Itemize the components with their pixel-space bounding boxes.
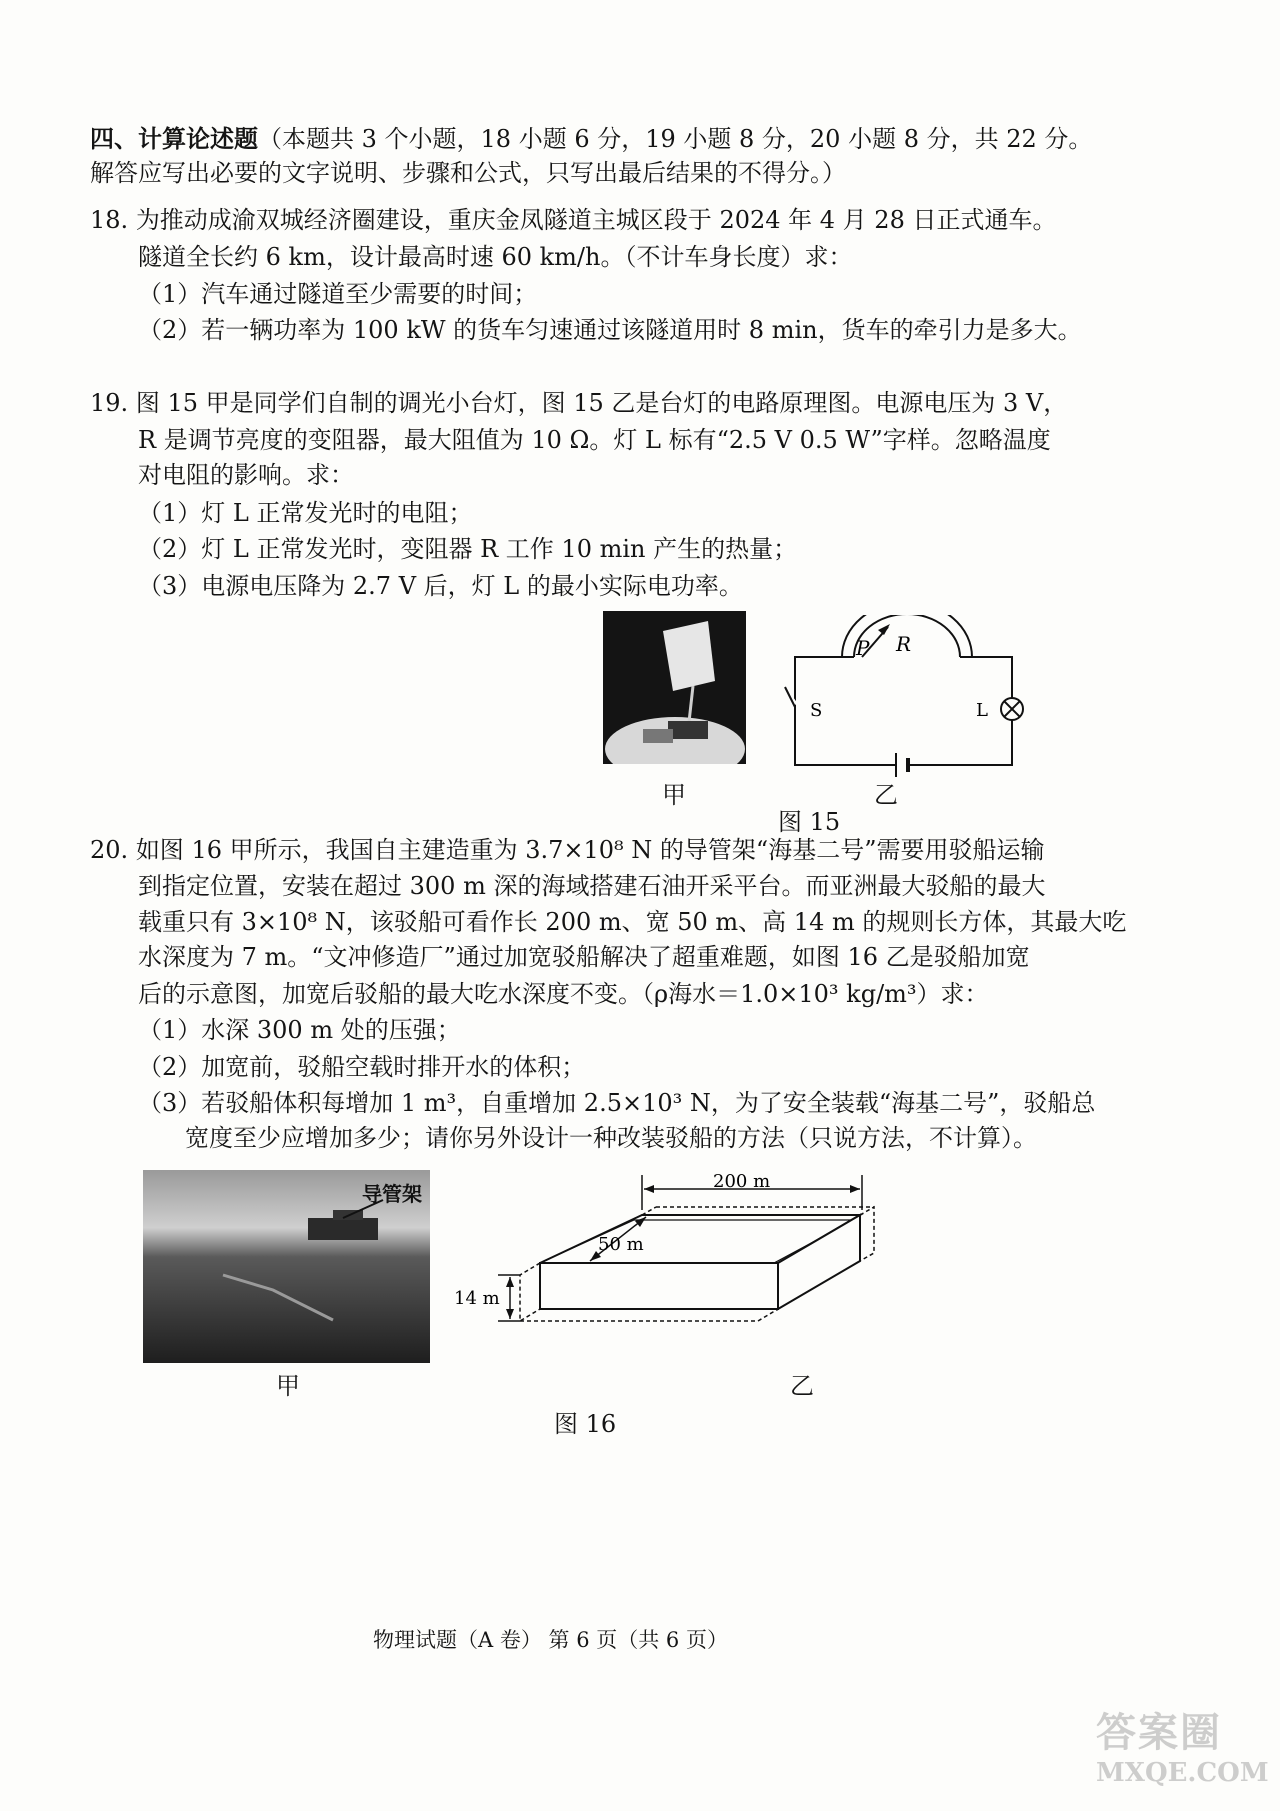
jacket-label: 导管架	[362, 1182, 422, 1206]
question-text: 图 15 甲是同学们自制的调光小台灯，图 15 乙是台灯的电路原理图。电源电压为 3 V，	[135, 389, 1068, 417]
width-label: 50 m	[598, 1234, 644, 1255]
question-19-line2: R 是调节亮度的变阻器，最大阻值为 10 Ω。灯 L 标有“2.5 V 0.5 W”字样。忽略温度	[138, 426, 1051, 454]
watermark-top: 答案圈	[1096, 1709, 1222, 1756]
watermark-logo	[1096, 1701, 1269, 1801]
lamp-photo	[603, 611, 746, 764]
page-footer: 物理试题（A 卷） 第 6 页（共 6 页）	[373, 1628, 728, 1652]
question-20-part1: （1）水深 300 m 处的压强；	[138, 1016, 461, 1044]
question-18-line1	[90, 203, 1056, 237]
question-number: 18.	[90, 206, 129, 234]
question-20-part3-cont: 宽度至少应增加多少；请你另外设计一种改装驳船的方法（只说方法，不计算）。	[185, 1124, 1037, 1152]
question-20-line4: 水深度为 7 m。“文冲修造厂”通过加宽驳船解决了超重难题，如图 16 乙是驳船加宽	[138, 943, 1030, 971]
question-number: 20.	[90, 836, 129, 864]
label-s: S	[810, 700, 823, 721]
fig16-caption: 图 16	[554, 1410, 617, 1438]
fig15-jia-label: 甲	[662, 781, 686, 809]
fig16-yi-label: 乙	[790, 1372, 814, 1400]
question-19-part1: （1）灯 L 正常发光时的电阻；	[138, 499, 473, 527]
fig16-jia-label: 甲	[276, 1372, 300, 1400]
label-p: P	[856, 636, 870, 660]
question-20-line1	[90, 833, 1044, 867]
height-label: 14 m	[454, 1288, 500, 1309]
question-text: 如图 16 甲所示，我国自主建造重为 3.7×10⁸ N 的导管架“海基二号”需要用驳船运输	[135, 836, 1045, 864]
question-18-line2: 隧道全长约 6 km，设计最高时速 60 km/h。（不计车身长度）求：	[138, 243, 853, 271]
section-header	[90, 122, 1092, 156]
question-20-line3: 载重只有 3×10⁸ N，该驳船可看作长 200 m、宽 50 m、高 14 m 的规则长方体，其最大吃	[138, 908, 1127, 936]
section-desc-line2: 解答应写出必要的文字说明、步骤和公式，只写出最后结果的不得分。）	[90, 159, 846, 187]
label-r: R	[896, 632, 912, 656]
fig15-caption: 图 15	[778, 808, 841, 836]
question-19-part3: （3）电源电压降为 2.7 V 后，灯 L 的最小实际电功率。	[138, 572, 743, 600]
question-20-part3: （3）若驳船体积每增加 1 m³，自重增加 2.5×10³ N，为了安全装载“海基二号”，驳船总	[138, 1089, 1096, 1117]
circuit-diagram	[780, 615, 1040, 785]
question-19-line3: 对电阻的影响。求：	[138, 461, 354, 489]
watermark-bottom: MXQE.COM	[1096, 1758, 1269, 1788]
fig15-yi-label: 乙	[874, 781, 898, 809]
length-label: 200 m	[713, 1171, 771, 1192]
section-title: 四、计算论述题	[90, 124, 258, 153]
barge-diagram	[450, 1165, 910, 1350]
question-19-line1	[90, 386, 1067, 420]
question-18-part2: （2）若一辆功率为 100 kW 的货车匀速通过该隧道用时 8 min，货车的牵引力是多大。	[138, 316, 1082, 344]
label-l: L	[976, 700, 988, 721]
question-20-part2: （2）加宽前，驳船空载时排开水的体积；	[138, 1053, 586, 1081]
section-desc-line1: （本题共 3 个小题，18 小题 6 分，19 小题 8 分，20 小题 8 分，共 22 分。	[258, 125, 1093, 153]
question-20-line5: 后的示意图，加宽后驳船的最大吃水深度不变。（ρ海水＝1.0×10³ kg/m³）求：	[138, 980, 989, 1008]
question-number: 19.	[90, 389, 129, 417]
question-text: 为推动成渝双城经济圈建设，重庆金凤隧道主城区段于 2024 年 4 月 28 日正式通车。	[135, 206, 1057, 234]
question-19-part2: （2）灯 L 正常发光时，变阻器 R 工作 10 min 产生的热量；	[138, 535, 798, 563]
question-20-line2: 到指定位置，安装在超过 300 m 深的海域搭建石油开采平台。而亚洲最大驳船的最大	[138, 872, 1046, 900]
question-18-part1: （1）汽车通过隧道至少需要的时间；	[138, 280, 538, 308]
